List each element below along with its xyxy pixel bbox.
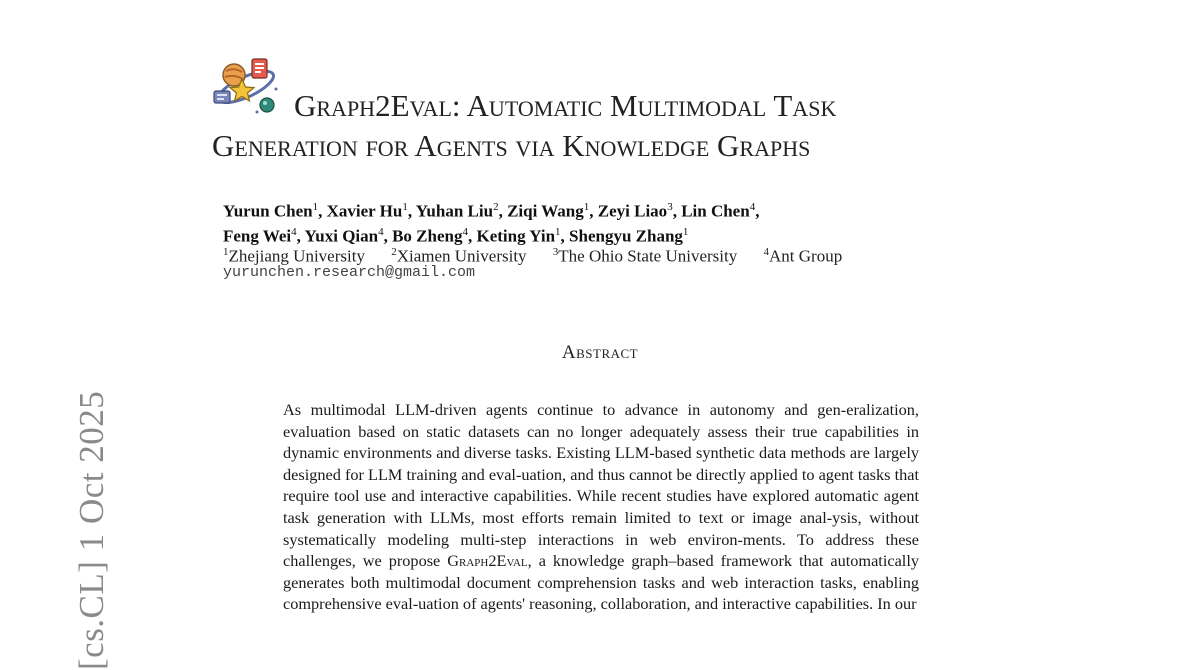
- author-affiliation-marker: 1: [682, 225, 689, 238]
- author-list: [223, 197, 983, 246]
- author-affiliation-marker: 4: [749, 201, 756, 213]
- author-name: Keting Yin: [476, 226, 556, 246]
- author-line-1: Yurun Chen$^1$, Xavier Hu$^1$, Yuhan Liu$^2$, Ziqi Wang$^1$, Zeyi Liao$^3$, Lin Chen$^4$,: [223, 201, 760, 221]
- author-affiliation-marker: 2: [493, 201, 499, 213]
- affiliation-number: 4: [763, 246, 769, 258]
- author-affiliation-marker: 4: [462, 225, 468, 238]
- affiliation-name: The Ohio State University: [558, 246, 738, 266]
- affiliation-number: 3: [552, 246, 559, 258]
- abstract-text-part-1: As multimodal LLM-driven agents continue to advance in autonomy and gen-eralization, evaluation based on static datasets can no longer adequately assess their true capabilities in dynamic environments and diverse tasks. Existing LLM-based synthetic data methods are largely designed for LLM training and eval-uation, and thus cannot be directly applied to agent tasks that require tool use and interactive capabilities. While recent studies have explored automatic agent task generation with LLMs, most efforts remain limited to text or image anal-ysis, without systematically modeling multi-step interactions in web environ-ments. To address these challenges, we propose: [283, 400, 919, 571]
- author-line-2: Feng Wei$^4$, Yuxi Qian$^4$, Bo Zheng$^4$, Keting Yin$^1$, Shengyu Zhang$^1$: [223, 225, 689, 246]
- author-affiliation-marker: 4: [291, 225, 297, 238]
- author-name: Ziqi Wang: [507, 201, 584, 221]
- affiliation-name: Ant Group: [769, 246, 843, 266]
- author-name: Xavier Hu: [326, 201, 403, 221]
- arxiv-sidebar-stamp: [28, 340, 111, 670]
- author-affiliation-marker: 1: [583, 201, 590, 213]
- author-name: Bo Zheng: [392, 226, 463, 246]
- author-name: Feng Wei: [223, 226, 292, 246]
- paper-title: [212, 86, 1002, 166]
- author-name: Yurun Chen: [223, 201, 313, 221]
- title-line-1: Graph2Eval: Automatic Multimodal Task: [294, 88, 837, 123]
- title-line-2: Generation for Agents via Knowledge Graphs: [212, 128, 811, 163]
- affiliation-number: 2: [391, 246, 397, 258]
- author-affiliation-marker: 3: [667, 201, 673, 213]
- abstract-heading: Abstract: [561, 342, 639, 363]
- arxiv-stamp-text: [cs.CL] 1 Oct 2025: [72, 390, 111, 670]
- author-affiliation-marker: 1: [402, 201, 408, 213]
- author-affiliation-marker: 1: [555, 225, 561, 238]
- author-affiliation-marker: 4: [378, 225, 384, 238]
- author-name: Lin Chen: [681, 201, 750, 221]
- contact-email[interactable]: yurunchen.research@gmail.com: [223, 264, 476, 281]
- abstract-text-part-2: , a knowledge graph–based framework that automatically generates both multimodal document comprehension tasks and web interaction tasks, enabling comprehensive eval-uation of agents' reasoning, collaboration, and interactive capabilities. In our: [283, 551, 919, 614]
- author-name: Yuxi Qian: [304, 226, 379, 246]
- author-affiliation-marker: 1: [312, 201, 319, 213]
- author-name: Yuhan Liu: [415, 201, 494, 221]
- abstract-text: [283, 399, 919, 615]
- affiliation-number: 1: [223, 246, 229, 258]
- author-name: Shengyu Zhang: [569, 226, 683, 246]
- affiliation-name: Xiamen University: [396, 246, 527, 266]
- framework-name: Graph2Eval: [447, 551, 528, 571]
- author-name: Zeyi Liao: [597, 201, 668, 221]
- affiliation-name: Zhejiang University: [228, 246, 365, 266]
